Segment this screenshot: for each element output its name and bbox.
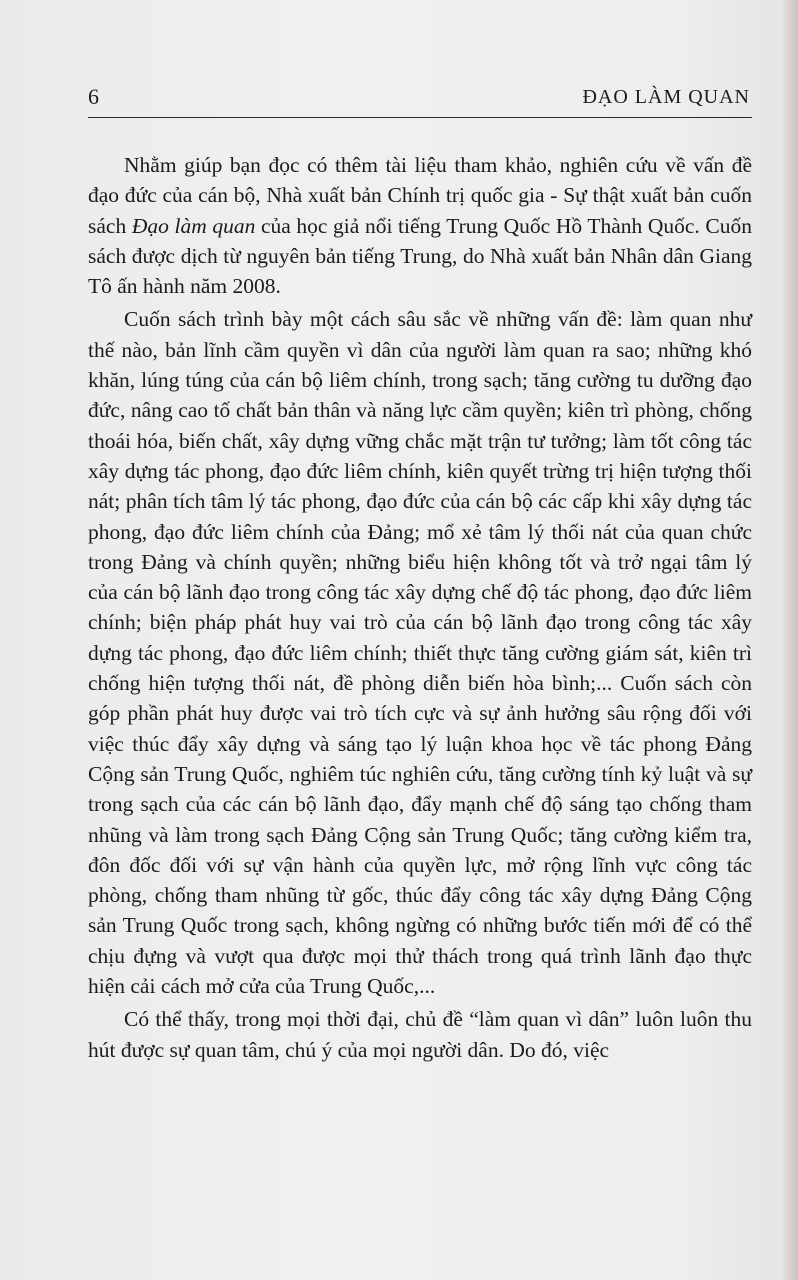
header-rule bbox=[88, 117, 752, 118]
paragraph-1-end: của học giả nổi tiếng Trung Quốc Hồ Thành Quốc. Cuốn sách được dịch từ nguyên bản tiếng Trung, do Nhà xuất bản Nhân dân Giang Tô ấn hành năm 2008. bbox=[88, 213, 753, 299]
paragraph-2: Cuốn sách trình bày một cách sâu sắc về những vấn đề: làm quan như thế nào, bản lĩnh cầm quyền vì dân của người làm quan ra sao; những khó khăn, lúng túng của cán bộ liêm chính, trong sạch; tăng cường tu dưỡng đạo đức, nâng cao tố chất bản thân và năng lực cầm quyền; kiên trì phòng, chống thoái hóa, biến chất, xây dựng vững chắc mặt trận tư tưởng; làm tốt công tác xây dựng tác phong, đạo đức liêm chính, kiên quyết trừng trị hiện tượng thối nát; phân tích tâm lý tác phong, đạo đức của cán bộ các cấp khi xây dựng tác phong, đạo đức liêm chính của Đảng; mổ xẻ tâm lý thối nát của quan chức trong Đảng và chính quyền; những biểu hiện không tốt và trở ngại tâm lý của cán bộ lãnh đạo trong công tác xây dựng chế độ tác phong, đạo đức liêm chính; biện pháp phát huy vai trò của cán bộ lãnh đạo trong công tác xây dựng tác phong, đạo đức liêm chính; thiết thực tăng cường giám sát, kiên trì chống hiện tượng thối nát, đề phòng diễn biến hòa bình;... Cuốn sách còn góp phần phát huy được vai trò tích cực và sự ảnh hưởng sâu rộng đối với việc thúc đẩy xây dựng và sáng tạo lý luận khoa học về tác phong Đảng Cộng sản Trung Quốc, nghiêm túc nghiên cứu, tăng cường tính kỷ luật và sự trong sạch của các cán bộ lãnh đạo, đẩy mạnh chế độ sáng tạo chống tham nhũng và làm trong sạch Đảng Cộng sản Trung Quốc; tăng cường kiểm tra, đôn đốc đối với sự vận hành của quyền lực, mở rộng lĩnh vực công tác phòng, chống tham nhũng từ gốc, thúc đẩy công tác xây dựng Đảng Cộng sản Trung Quốc trong sạch, không ngừng có những bước tiến mới để có thể chịu đựng và vượt qua được mọi thử thách trong quá trình lãnh đạo thực hiện cải cách mở cửa của Trung Quốc,... bbox=[88, 307, 752, 999]
running-head: ĐẠO LÀM QUAN bbox=[582, 86, 750, 108]
paragraph-1 bbox=[88, 150, 752, 301]
body-text bbox=[88, 150, 752, 1065]
book-title-italic: Đạo làm quan bbox=[131, 213, 256, 238]
page-header bbox=[88, 84, 750, 116]
paragraph-1-start: Nhằm giúp bạn đọc có thêm tài liệu tham khảo, nghiên cứu về vấn đề đạo đức của cán bộ, Nhà xuất bản Chính trị quốc gia - Sự thật xuất bản cuốn sách bbox=[88, 153, 752, 238]
paragraph-3: Có thể thấy, trong mọi thời đại, chủ đề “làm quan vì dân” luôn luôn thu hút được sự quan tâm, chú ý của mọi người dân. Do đó, việc bbox=[88, 1007, 752, 1062]
page-edge-shadow bbox=[782, 0, 798, 1280]
page-number: 6 bbox=[88, 84, 99, 109]
